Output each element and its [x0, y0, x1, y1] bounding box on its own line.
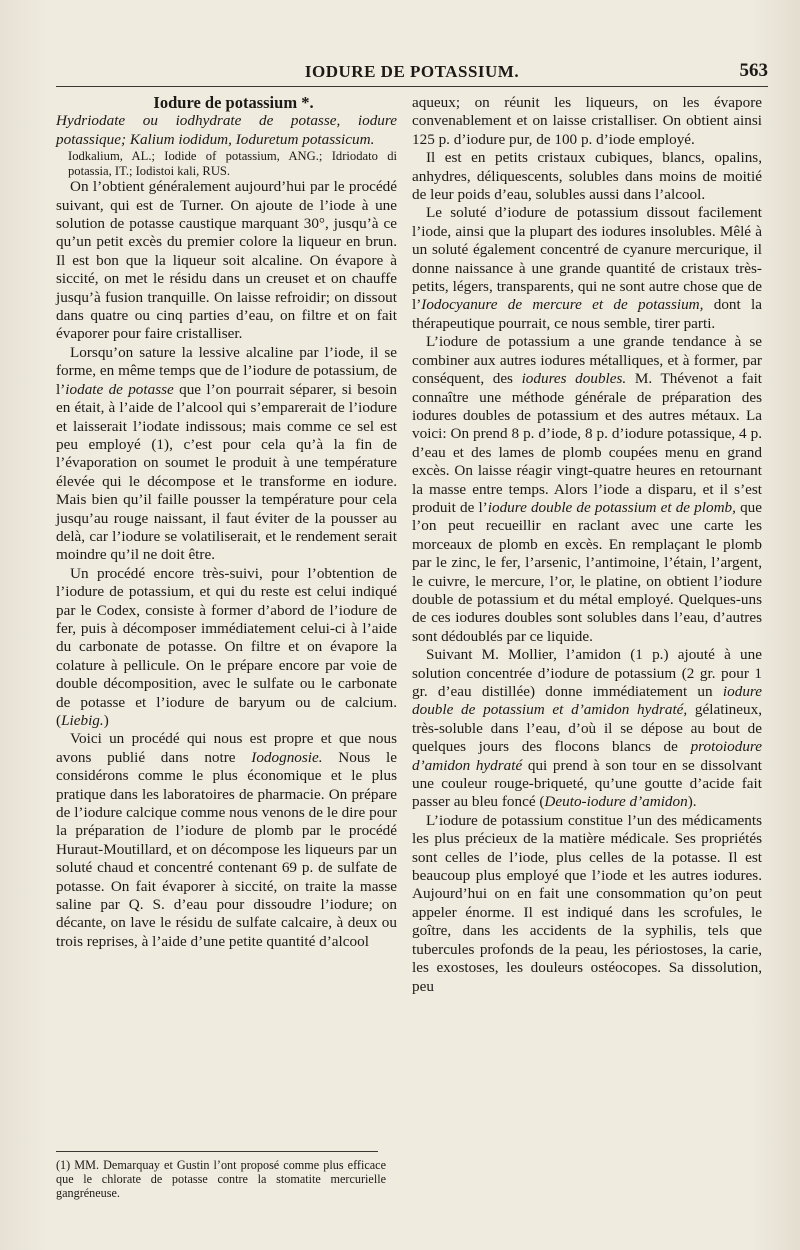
page-header — [56, 60, 768, 87]
paragraph-mollier: Suivant M. Mollier, l’amidon (1 p.) ajouté à une solution concentrée d’iodure de potassium (2 gr. pour 1 gr. d’eau distillée) donne immédiatement un iodure double de potassium et d’amidon hydraté, gélatineux, très-soluble dans l’eau, d’où il se dépose au bout de quelques jours des flocons blancs de protoiodure d’amidon hydraté qui prend à son tour en se dissolvant une couleur rouge-briqueté, qu’une goutte d’acide fait passer au bleu foncé (Deuto-iodure d’amidon). — [412, 646, 763, 811]
footnote: (1) MM. Demarquay et Gustin l’ont proposé comme plus efficace que le chlorate de potasse contre la stomatite mercurielle gangréneuse. — [56, 1158, 386, 1201]
paragraph-own-method: Voici un procédé qui nous est propre et que nous avons publié dans notre Iodognosie. Nous le considérons comme le plus économique et le plus pratique dans les laboratoires de pharmacie. On prépare de l’iodure calcique comme nous venons de le dire pour la préparation de l’iodure de plomb par le procédé Huraut-Moutillard, et on décompose les liqueurs par un soluté chaud et concentré contenant 69 p. de sulfate de potasse. On fait évaporer à siccité, on traite la masse saline par Q. S. d’eau pour dissoudre l’iodure; on décante, on lave le résidu de sulfate calcaire, à deux ou trois reprises, à l’aide d’une petite quantité d’alcool — [56, 730, 397, 950]
paragraph-iodate: Lorsqu’on sature la lessive alcaline par l’iode, il se forme, en même temps que de l’iodure de potassium, de l’iodate de potasse que l’on pourrait séparer, si besoin en était, à l’aide de l’alcool qui s’emparerait de l’iodure et laisserait l’iodate indissous; mais comme ce sel est peu employé (1), c’est pour cela qu’à la fin de l’évaporation on soumet le produit à une température élevée qui le décompose et le transforme en iodure. Mais bien qu’il faille pousser la température pour cela jusqu’au rouge naissant, il faut éviter de la pousser au delà, car l’iodure se volatiliserait, et le rendement serait moindre qu’il ne doit être. — [56, 343, 397, 564]
paragraph-continuation: aqueux; on réunit les liqueurs, on les évapore convenablement et on laisse cristalliser. On obtient ainsi 125 p. d’iodure pur, de 100 p. d’iode employé. — [412, 94, 762, 148]
page-number: 563 — [739, 60, 768, 81]
entry-synonyms: Hydriodate ou iodhydrate de potasse, iodure potassique; Kalium iodidum, Ioduretum potassicum. — [56, 112, 397, 148]
running-title: IODURE DE POTASSIUM. — [304, 62, 520, 81]
right-column — [412, 94, 762, 996]
footnote-rule — [56, 1151, 378, 1152]
foreign-names: Iodkalium, AL.; Iodide of potassium, ANG.; Idriodato di potassia, IT.; Iodistoi kali, RUS. — [68, 149, 397, 178]
paragraph-codex: Un procédé encore très-suivi, pour l’obtention de l’iodure de potassium, et qui du reste est celui indiqué par le Codex, consiste à former d’abord de l’iodure de fer, puis à décomposer immédiatement celui-ci à l’aide du carbonate de potasse. On filtre et on évapore la colature à pellicule. On le prépare encore par voie de double décomposition, avec le sulfate ou le carbonate de potasse et l’iodure de baryum ou de calcium. (Liebig.) — [56, 564, 397, 729]
paragraph-properties: Il est en petits cristaux cubiques, blancs, opalins, anhydres, déliquescents, solubles dans moins de moitié de leur poids d’eau, solubles aussi dans l’alcool. — [412, 149, 762, 204]
entry-title: Iodure de potassium *. — [153, 93, 314, 112]
paragraph-double-iodides: L’iodure de potassium a une grande tendance à se combiner aux autres iodures métalliques, et à former, par conséquent, des iodures doubles. M. Thévenot a fait connaître une méthode générale de préparation des iodures doubles de potassium et des autres métaux. La voici: On prend 8 p. d’iode, 8 p. d’iodure potassique, 4 p. d’eau et des lames de plomb coupées menu en grand excès. On laisse réagir vingt-quatre heures en retournant la masse entre temps. Alors l’iode a disparu, et il s’est produit de l’iodure double de potassium et de plomb, que l’on peut recueillir en raclant avec une carte les morceaux de plomb en excès. En remplaçant le plomb par le zinc, le fer, l’arsenic, l’antimoine, l’étain, l’argent, le cuivre, le mercure, l’or, le platine, on obtient l’iodure double de potassium et du métal employé. Quelques-uns de ces iodures doubles sont solubles dans l’eau, d’autres sont dédoublés par ce liquide. — [412, 333, 763, 645]
paragraph-preparation: On l’obtient généralement aujourd’hui par le procédé suivant, qui est de Turner. On ajoute de l’iode à une solution de potasse caustique marquant 30°, jusqu’à ce qu’un petit excès du premier colore la liqueur en brun. Il est bon que la liqueur soit alcaline. On évapore à siccité, on met le résidu dans un creuset et on chauffe jusqu’à fusion tranquille. On laisse refroidir; on dissout dans quatre ou cinq parties d’eau, on filtre et on fait évaporer pour faire cristalliser. — [56, 178, 397, 343]
paragraph-medical-use: L’iodure de potassium constitue l’un des médicaments les plus précieux de la matière médicale. Ses propriétés sont celles de l’iode, plus celles de la potasse. Il est beaucoup plus employé que l’iode et les autres iodures. Aujourd’hui on en fait une consommation qu’on peut appeler énorme. Il est indiqué dans les scrofules, le goître, dans les accidents de la syphilis, tels que tubercules profonds de la peau, les périostoses, la carie, les exostoses, les douleurs ostéocopes. Sa dissolution, peu — [412, 811, 762, 995]
paragraph-solute: Le soluté d’iodure de potassium dissout facilement l’iode, ainsi que la plupart des iodures insolubles. Mêlé à un soluté également concentré de cyanure mercurique, il donne naissance à une grande quantité de cristaux très-petits, légers, transparents, qui ne sont autre chose que de l’Iodocyanure de mercure et de potassium, dont la thérapeutique pourrait, ce nous semble, tirer parti. — [412, 204, 762, 332]
left-column — [56, 94, 397, 951]
